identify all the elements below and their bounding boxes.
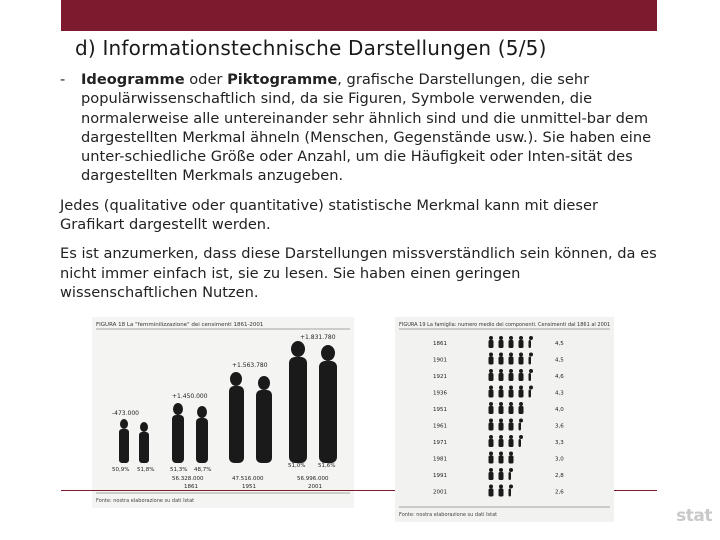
person-icon <box>519 435 524 447</box>
figure-left-source: Fonte: nostra elaborazione su dati Istat <box>96 498 195 504</box>
person-icon <box>499 369 504 381</box>
figure-right-value: 3,0 <box>555 456 564 463</box>
figure-left-value-1: 56.328.000 <box>172 476 204 482</box>
figure-right-year: 1936 <box>433 390 447 397</box>
bullet-dash: - <box>60 71 66 88</box>
figure-left-pct-4: 48,7% <box>194 467 212 473</box>
term-connector: oder <box>184 71 228 88</box>
figure-left-label-3: +1.450.000 <box>172 393 208 400</box>
figure-left-label-4: -473.000 <box>112 410 139 417</box>
figure-right-value: 3,6 <box>555 423 564 430</box>
figure-left-pct-2: 51,8% <box>137 467 155 473</box>
person-icon <box>519 336 524 348</box>
person-icon <box>509 452 514 464</box>
figure-right-year: 1971 <box>433 440 447 446</box>
person-icon <box>489 468 494 480</box>
figure-right-value: 4,6 <box>555 374 564 380</box>
person-icon <box>489 452 494 464</box>
figure-right-value: 4,3 <box>555 390 564 397</box>
figure-right-year: 1951 <box>433 407 447 413</box>
figure-right-year: 1991 <box>433 473 447 479</box>
figure-left-year-1: 1861 <box>184 484 198 490</box>
paragraph-2: Es ist anzumerken, dass diese Darstellungen missverständlich sein können, da es nicht immer einfach ist, sie zu lesen. Sie haben einen geringen wissenschaftlichen Nutzen. <box>60 245 657 301</box>
person-icon <box>499 353 504 365</box>
figure-left-pct-5: 51,0% <box>288 463 306 469</box>
figure-left-pct-6: 51,6% <box>318 463 336 469</box>
figure-left-pct-1: 50,9% <box>112 467 130 473</box>
person-icon <box>499 336 504 348</box>
person-icon <box>509 369 514 381</box>
person-icon <box>489 402 494 414</box>
figure-left-value-3: 56.996.000 <box>297 476 329 482</box>
slide-title: d) Informationstechnische Darstellungen (5/5) <box>75 36 547 60</box>
person-icon <box>499 452 504 464</box>
person-icon <box>509 485 514 497</box>
person-icon <box>509 386 514 398</box>
person-icon <box>509 419 514 431</box>
person-icon <box>509 468 514 480</box>
figure-right-value: 4,0 <box>555 407 564 413</box>
person-icon <box>519 369 524 381</box>
figure-left-value-2: 47.516.000 <box>232 476 264 482</box>
paragraph-1: Jedes (qualitative oder quantitative) statistische Merkmal kann mit dieser Grafikart dargestellt werden. <box>60 196 598 234</box>
figure-left-pct-3: 51,3% <box>170 467 188 473</box>
brand-logo: stat <box>676 506 712 526</box>
figure-left-label-1: +1.831.780 <box>300 334 336 341</box>
figure-right-value: 3,3 <box>555 440 564 446</box>
figure-right-value: 4,5 <box>555 341 564 347</box>
figure-right-year: 1921 <box>433 374 447 380</box>
person-icon <box>499 468 504 480</box>
person-icon <box>489 419 494 431</box>
pictogram-figure-left-graphic <box>92 317 354 508</box>
person-icon <box>519 419 524 431</box>
figure-right-value: 2,8 <box>555 473 564 479</box>
pictogram-figure-left <box>92 317 354 508</box>
figure-left-caption: FIGURA 18 La "femminilizzazione" dei censimenti 1861-2001 <box>96 322 264 328</box>
person-icon <box>489 336 494 348</box>
bullet-item <box>60 70 660 186</box>
person-icon <box>489 435 494 447</box>
person-icon <box>489 485 494 497</box>
figure-right-source: Fonte: nostra elaborazione su dati Istat <box>399 512 498 518</box>
pictogram-figure-right <box>395 317 614 522</box>
person-icon <box>509 336 514 348</box>
figure-left-silhouettes <box>119 341 337 463</box>
person-icon <box>509 402 514 414</box>
person-icon <box>499 485 504 497</box>
term-ideogramme: Ideogramme <box>81 71 185 88</box>
figure-right-year: 2001 <box>433 489 447 496</box>
person-icon <box>529 386 534 398</box>
person-icon <box>509 353 514 365</box>
pictogram-figure-right-graphic <box>395 317 614 522</box>
figure-right-year: 1961 <box>433 423 447 430</box>
person-icon <box>499 402 504 414</box>
person-icon <box>489 386 494 398</box>
bullet-text: , grafische Darstellungen, die sehr populärwissenschaftlich sind, da sie Figuren, Symbole verwenden, die normalerweise alle untereinander sehr ähnlich sind und die unmittel-bar dem dargestellten Merkmal ähneln (Menschen, Gegenstände usw.). Sie haben eine unter-schiedliche Größe oder Anzahl, um die Häufigkeit oder Inten-sität des dargestellten Merkmals anzugeben. <box>81 71 652 185</box>
figure-right-year: 1861 <box>433 341 447 347</box>
person-icon <box>519 353 524 365</box>
person-icon <box>519 402 524 414</box>
header-bar <box>61 0 657 31</box>
person-icon <box>529 353 534 365</box>
figure-left-year-3: 2001 <box>308 484 322 490</box>
person-icon <box>499 419 504 431</box>
figure-right-year: 1981 <box>433 456 447 463</box>
figure-right-value: 4,5 <box>555 357 564 364</box>
person-icon <box>519 386 524 398</box>
person-icon <box>529 369 534 381</box>
figure-right-year: 1901 <box>433 357 447 364</box>
figure-left-year-2: 1951 <box>242 484 256 490</box>
figure-left-label-2: +1.563.780 <box>232 362 268 369</box>
person-icon <box>489 353 494 365</box>
person-icon <box>509 435 514 447</box>
term-piktogramme: Piktogramme <box>227 71 338 88</box>
person-icon <box>499 386 504 398</box>
person-icon <box>489 369 494 381</box>
person-icon <box>529 336 534 348</box>
figure-right-value: 2,6 <box>555 489 564 496</box>
person-icon <box>499 435 504 447</box>
body-text <box>60 70 660 302</box>
figure-right-caption: FIGURA 19 La famiglia: numero medio dei componenti. Censimenti dal 1861 al 2001 <box>399 322 611 328</box>
